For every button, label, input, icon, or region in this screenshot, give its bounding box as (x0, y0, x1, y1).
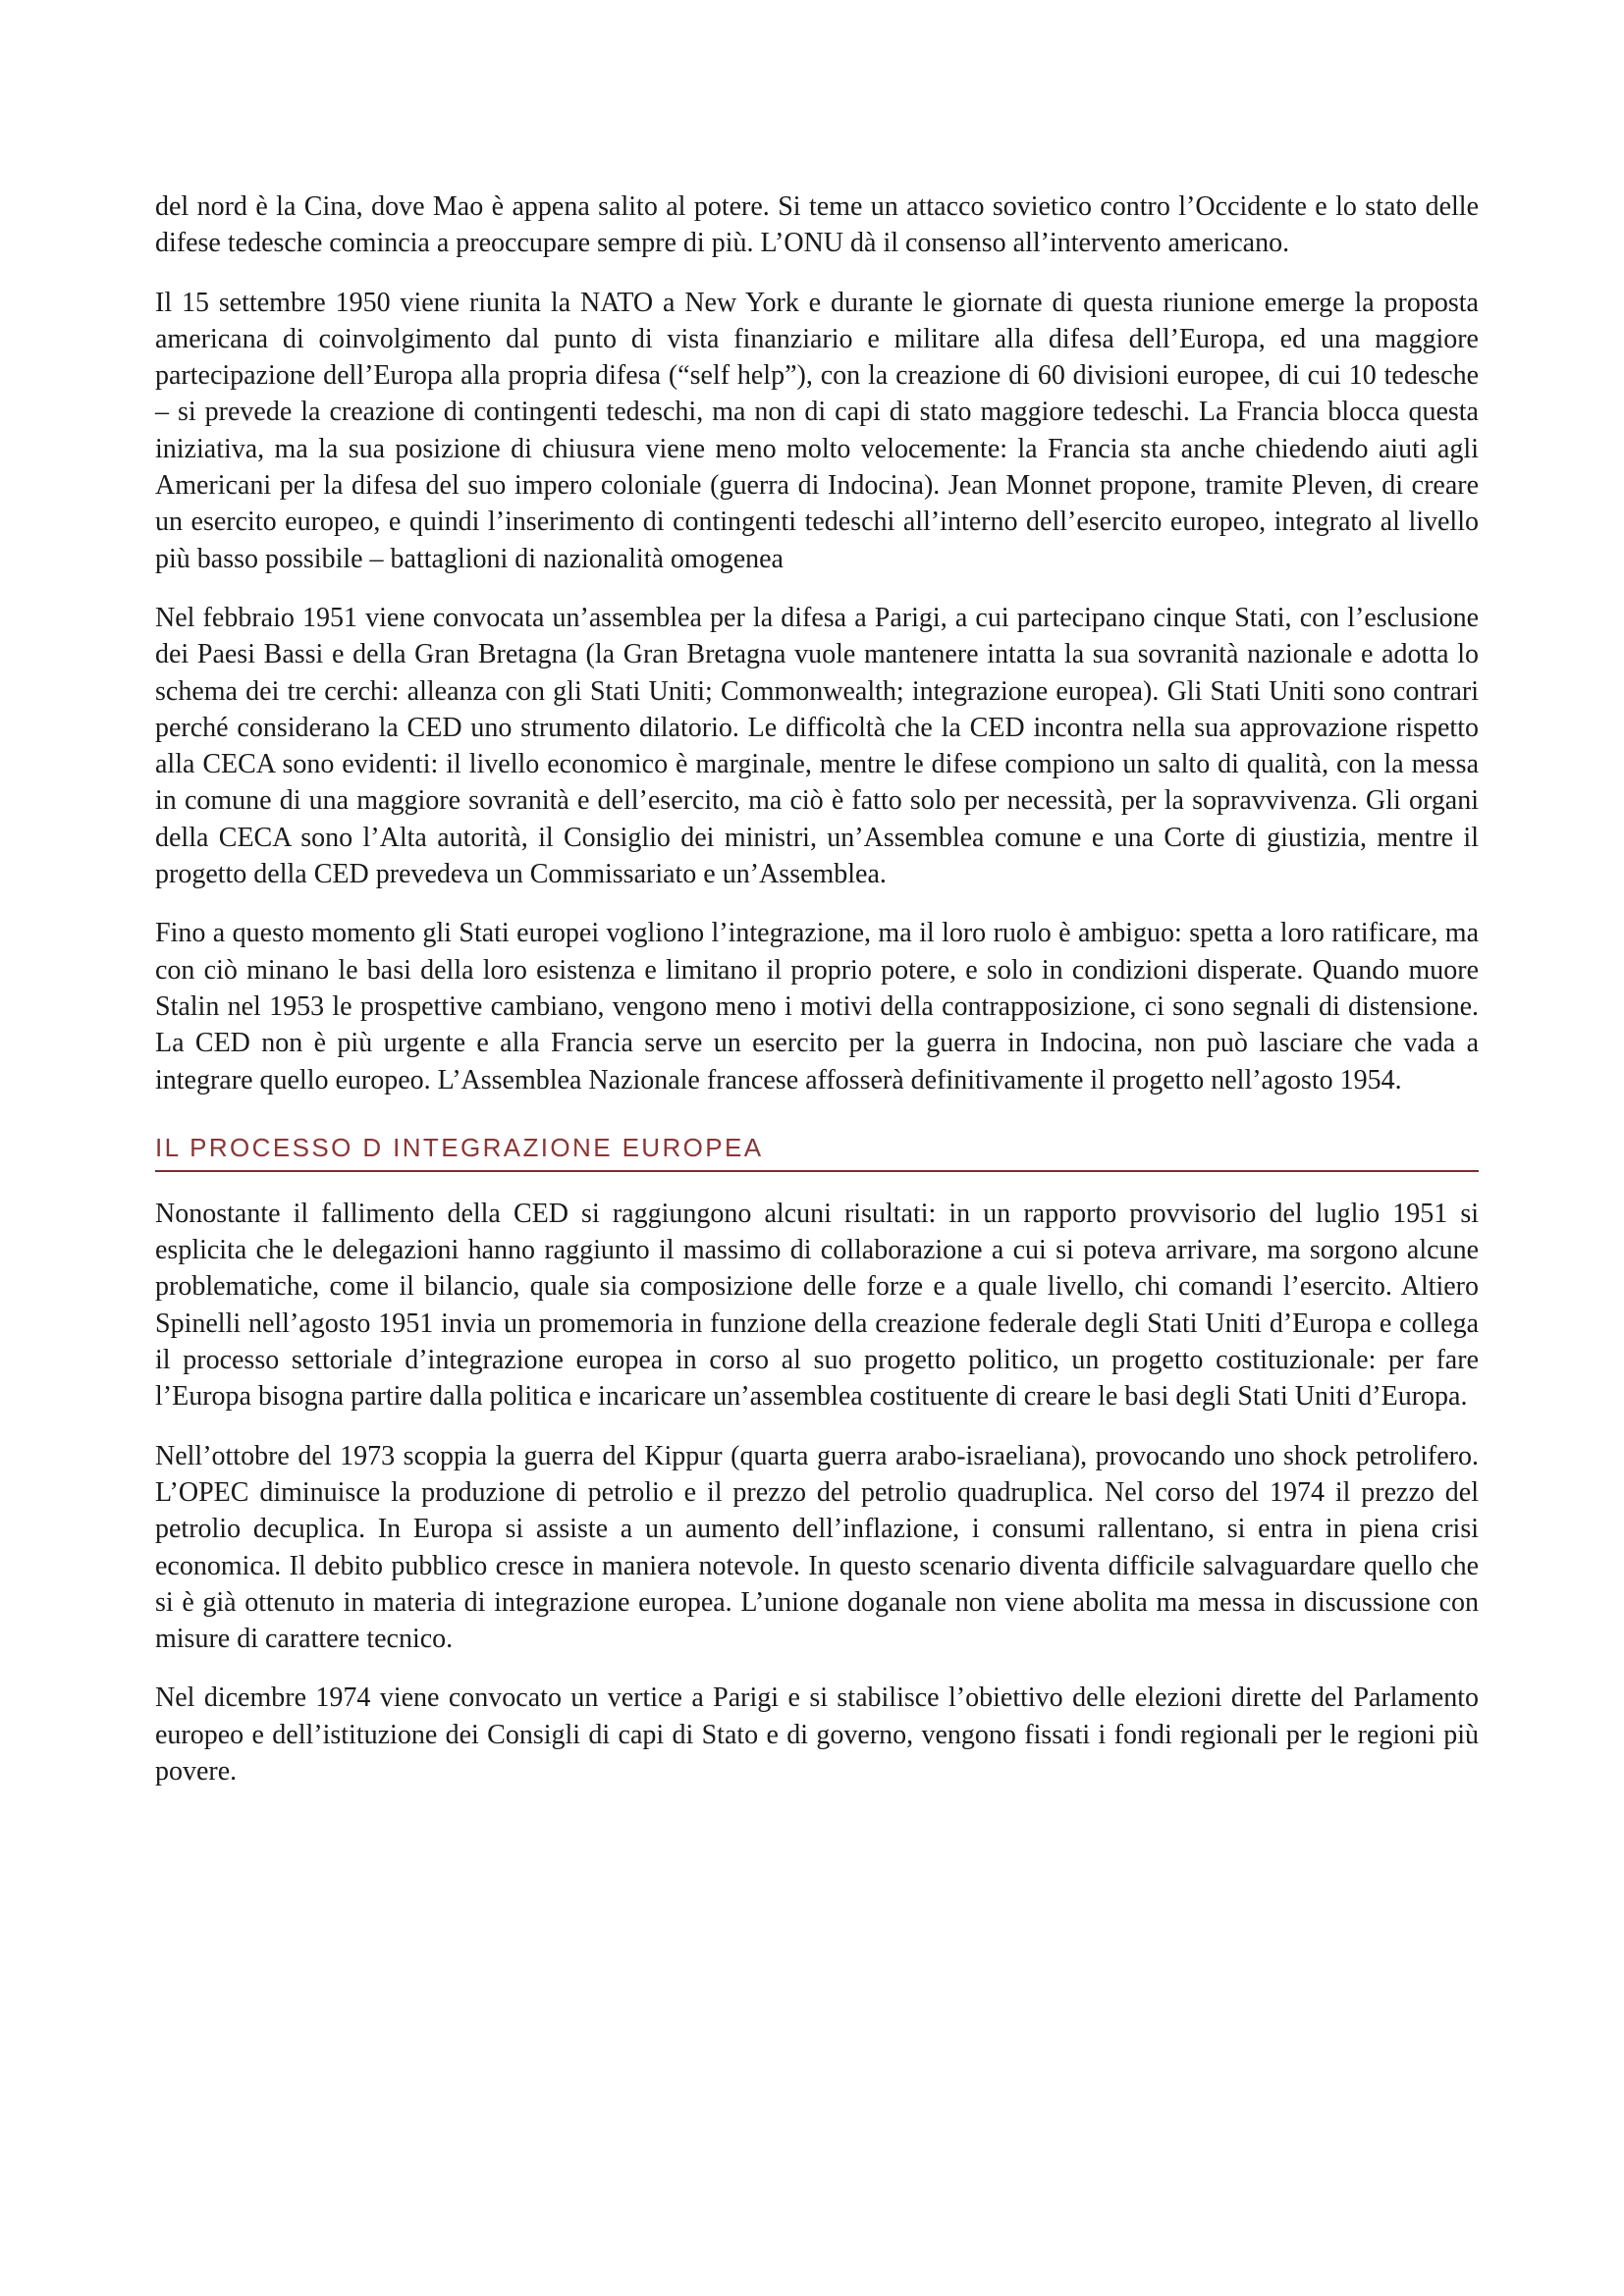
paragraph-oil-crisis: Nell’ottobre del 1973 scoppia la guerra del Kippur (quarta guerra arabo-israeliana), provocando uno shock petrolifero. L’OPEC diminuisce la produzione di petrolio e il prezzo del petrolio quadruplica. Nel corso del 1974 il prezzo del petrolio decuplica. In Europa si assiste a un aumento dell’inflazione, i consumi rallentano, si entra in piena crisi economica. Il debito pubblico cresce in maniera notevole. In questo scenario diventa difficile salvaguardare quello che si è già ottenuto in materia di integrazione europea. L’unione doganale non viene abolita ma messa in discussione con misure di carattere tecnico. (155, 1440, 1479, 1655)
paragraph-ced-failure: Fino a questo momento gli Stati europei vogliono l’integrazione, ma il loro ruolo è ambiguo: spetta a loro ratificare, ma con ciò minano le basi della loro esistenza e limitano il proprio potere, e solo in condizioni disperate. Quando muore Stalin nel 1953 le prospettive cambiano, vengono meno i motivi della contrapposizione, ci sono segnali di distensione. La CED non è più urgente e alla Francia serve un esercito per la guerra in Indocina, non può lasciare che vada a integrare quello europeo. L’Assemblea Nazionale francese affosserà definitivamente il progetto nell’agosto 1954. (155, 918, 1479, 1095)
document-body (155, 188, 1479, 1812)
paragraph-spinelli: Nonostante il fallimento della CED si raggiungono alcuni risultati: in un rapporto provvisorio del luglio 1951 si esplicita che le delegazioni hanno raggiunto il massimo di collaborazione a cui si poteva arrivare, ma sorgono alcune problematiche, come il bilancio, quale sia composizione delle forze e a quale livello, chi comandi l’esercito. Altiero Spinelli nell’agosto 1951 invia un promemoria in funzione della creazione federale degli Stati Uniti d’Europa e collega il processo settoriale d’integrazione europea in corso al suo progetto politico, un progetto costituzionale: per fare l’Europa bisogna partire dalla politica e incaricare un’assemblea costituente di creare le basi degli Stati Uniti d’Europa. (155, 1198, 1479, 1413)
section-heading: IL PROCESSO D INTEGRAZIONE EUROPEA (155, 1131, 1479, 1172)
paragraph-nato-1950: Il 15 settembre 1950 viene riunita la NATO a New York e durante le giornate di questa riunione emerge la proposta americana di coinvolgimento dal punto di vista finanziario e militare alla difesa dell’Europa, ed una maggiore partecipazione dell’Europa alla propria difesa (“self help”), con la creazione di 60 divisioni europee, di cui 10 tedesche – si prevede la creazione di contingenti tedeschi, ma non di capi di stato maggiore tedeschi. La Francia blocca questa iniziativa, ma la sua posizione di chiusura viene meno molto velocemente: la Francia sta anche chiedendo aiuti agli Americani per la difesa del suo impero coloniale (guerra di Indocina). Jean Monnet propone, tramite Pleven, di creare un esercito europeo, e quindi l’inserimento di contingenti tedeschi all’interno dell’esercito europeo, integrato al livello più basso possibile – battaglioni di nazionalità omogenea (155, 287, 1479, 574)
paragraph-paris-summit-1974: Nel dicembre 1974 viene convocato un vertice a Parigi e si stabilisce l’obiettivo delle elezioni dirette del Parlamento europeo e dell’istituzione dei Consigli di capi di Stato e di governo, vengono fissati i fondi regionali per le regioni più povere. (155, 1682, 1479, 1787)
paragraph-ced-1951: Nel febbraio 1951 viene convocata un’assemblea per la difesa a Parigi, a cui partecipano cinque Stati, con l’esclusione dei Paesi Bassi e della Gran Bretagna (la Gran Bretagna vuole mantenere intatta la sua sovranità nazionale e adotta lo schema dei tre cerchi: alleanza con gli Stati Uniti; Commonwealth; integrazione europea). Gli Stati Uniti sono contrari perché considerano la CED uno strumento dilatorio. Le difficoltà che la CED incontra nella sua approvazione rispetto alla CECA sono evidenti: il livello economico è marginale, mentre le difese compiono un salto di qualità, con la messa in comune di una maggiore sovranità e dell’esercito, ma ciò è fatto solo per necessità, per la sopravvivenza. Gli organi della CECA sono l’Alta autorità, il Consiglio dei ministri, un’Assemblea comune e una Corte di giustizia, mentre il progetto della CED prevedeva un Commissariato e un’Assemblea. (155, 602, 1479, 890)
paragraph-korean-war-context: del nord è la Cina, dove Mao è appena salito al potere. Si teme un attacco sovietico contro l’Occidente e lo stato delle difese tedesche comincia a preoccupare sempre di più. L’ONU dà il consenso all’intervento americano. (155, 191, 1479, 259)
